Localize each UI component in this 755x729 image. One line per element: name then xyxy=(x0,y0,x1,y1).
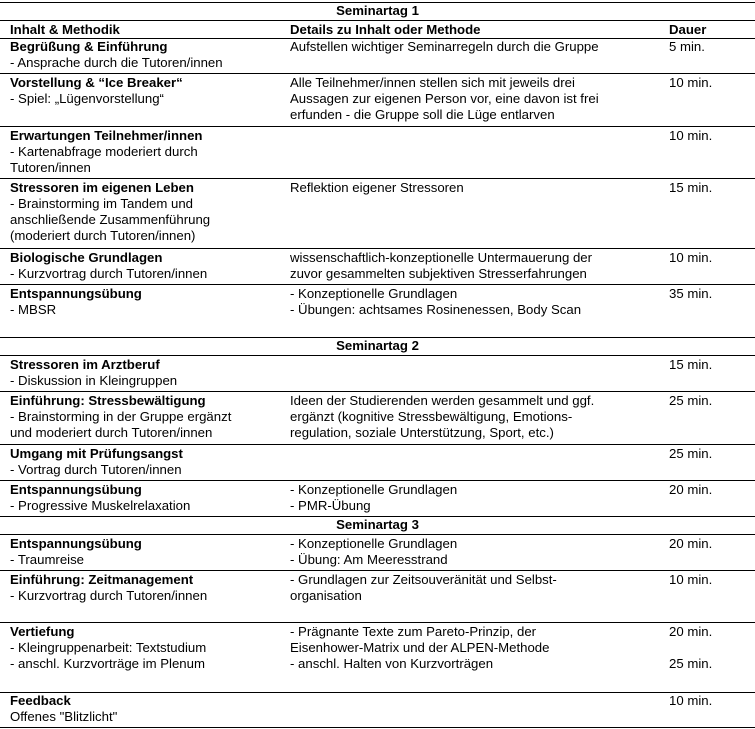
duration-cell xyxy=(669,357,749,373)
details-line: - Grundlagen zur Zeitsouveränität und Selbst- xyxy=(290,572,557,587)
details-line: erfunden - die Gruppe soll die Lüge entlarven xyxy=(290,107,555,122)
details-line: zuvor gesammelten subjektiven Stresserfahrungen xyxy=(290,266,587,281)
method-cell xyxy=(10,357,280,389)
row-subtitle: - Diskussion in Kleingruppen xyxy=(10,373,178,388)
duration-value: 25 min. xyxy=(669,393,713,408)
divider xyxy=(0,73,755,74)
column-header-duration: Dauer xyxy=(669,22,707,37)
row-subtitle: - Progressive Muskelrelaxation xyxy=(10,498,191,513)
divider xyxy=(0,355,755,356)
method-cell xyxy=(10,286,280,318)
row-subtitle: - Ansprache durch die Tutoren/innen xyxy=(10,55,223,70)
divider xyxy=(0,248,755,249)
day-header: Seminartag 3 xyxy=(336,517,419,532)
divider xyxy=(0,622,755,623)
divider xyxy=(0,391,755,392)
method-cell xyxy=(10,39,280,71)
divider xyxy=(0,126,755,127)
details-cell xyxy=(290,39,655,55)
details-line: - Übungen: achtsames Rosinenessen, Body Scan xyxy=(290,302,582,317)
duration-value: 10 min. xyxy=(669,128,713,143)
details-line: - Konzeptionelle Grundlagen xyxy=(290,482,458,497)
duration-value: 10 min. xyxy=(669,250,713,265)
details-line: ergänzt (kognitive Stressbewältigung, Emotions- xyxy=(290,409,573,424)
duration-cell xyxy=(669,128,749,144)
details-cell xyxy=(290,180,655,196)
details-cell xyxy=(290,393,655,441)
row-subtitle: - MBSR xyxy=(10,302,57,317)
duration-cell xyxy=(669,624,749,672)
row-subtitle: - Brainstorming in der Gruppe ergänzt xyxy=(10,409,232,424)
row-title: Einführung: Zeitmanagement xyxy=(10,572,194,587)
method-cell xyxy=(10,180,280,244)
row-subtitle: - Kartenabfrage moderiert durch xyxy=(10,144,198,159)
method-cell xyxy=(10,572,280,604)
method-cell xyxy=(10,75,280,107)
details-cell xyxy=(290,536,655,568)
row-subtitle: - Kleingruppenarbeit: Textstudium xyxy=(10,640,207,655)
method-cell xyxy=(10,393,280,441)
details-line: - PMR-Übung xyxy=(290,498,371,513)
method-cell xyxy=(10,536,280,568)
row-title: Vorstellung & “Ice Breaker“ xyxy=(10,75,183,90)
details-cell xyxy=(290,482,655,514)
details-cell xyxy=(290,75,655,123)
duration-cell xyxy=(669,250,749,266)
method-cell xyxy=(10,128,280,176)
divider xyxy=(0,178,755,179)
table-bottom-border xyxy=(0,727,755,728)
row-subtitle: - Brainstorming im Tandem und xyxy=(10,196,193,211)
details-line: Aufstellen wichtiger Seminarregeln durch die Gruppe xyxy=(290,39,599,54)
row-title: Feedback xyxy=(10,693,71,708)
details-line: Aussagen zur eigenen Person vor, eine davon ist frei xyxy=(290,91,599,106)
details-line: - anschl. Halten von Kurzvorträgen xyxy=(290,656,494,671)
duration-value: 35 min. xyxy=(669,286,713,301)
divider xyxy=(0,444,755,445)
method-cell xyxy=(10,250,280,282)
row-title: Begrüßung & Einführung xyxy=(10,39,168,54)
day-header: Seminartag 2 xyxy=(336,338,419,353)
divider xyxy=(0,480,755,481)
details-cell xyxy=(290,250,655,282)
row-subtitle: - Kurzvortrag durch Tutoren/innen xyxy=(10,588,208,603)
method-cell xyxy=(10,482,280,514)
row-subtitle: (moderiert durch Tutoren/innen) xyxy=(10,228,196,243)
row-title: Stressoren im Arztberuf xyxy=(10,357,160,372)
row-title: Entspannungsübung xyxy=(10,536,142,551)
method-cell xyxy=(10,693,280,725)
details-cell xyxy=(290,572,655,604)
duration-value: 15 min. xyxy=(669,357,713,372)
details-line: wissenschaftlich-konzeptionelle Untermauerung der xyxy=(290,250,593,265)
row-title: Stressoren im eigenen Leben xyxy=(10,180,194,195)
row-title: Vertiefung xyxy=(10,624,75,639)
details-cell xyxy=(290,286,655,318)
duration-value: 15 min. xyxy=(669,180,713,195)
row-title: Umgang mit Prüfungsangst xyxy=(10,446,183,461)
details-line: regulation, soziale Unterstützung, Sport, etc.) xyxy=(290,425,554,440)
row-title: Einführung: Stressbewältigung xyxy=(10,393,206,408)
divider xyxy=(0,20,755,21)
row-title: Entspannungsübung xyxy=(10,286,142,301)
method-cell xyxy=(10,624,280,672)
row-subtitle: - anschl. Kurzvorträge im Plenum xyxy=(10,656,205,671)
duration-cell xyxy=(669,482,749,498)
duration-value: 10 min. xyxy=(669,75,713,90)
details-line: - Prägnante Texte zum Pareto-Prinzip, der xyxy=(290,624,537,639)
details-cell xyxy=(290,624,655,672)
day-header: Seminartag 1 xyxy=(336,3,419,18)
duration-value: 5 min. xyxy=(669,39,705,54)
duration-value: 20 min. xyxy=(669,624,713,639)
details-line: - Konzeptionelle Grundlagen xyxy=(290,286,458,301)
row-subtitle: - Spiel: „Lügenvorstellung“ xyxy=(10,91,164,106)
details-line: Ideen der Studierenden werden gesammelt und ggf. xyxy=(290,393,595,408)
details-line: - Konzeptionelle Grundlagen xyxy=(290,536,458,551)
row-subtitle: anschließende Zusammenführung xyxy=(10,212,211,227)
row-subtitle: - Traumreise xyxy=(10,552,85,567)
details-line: Reflektion eigener Stressoren xyxy=(290,180,464,195)
duration-cell xyxy=(669,286,749,302)
row-subtitle: - Vortrag durch Tutoren/innen xyxy=(10,462,182,477)
details-line: Alle Teilnehmer/innen stellen sich mit jeweils drei xyxy=(290,75,575,90)
duration-cell xyxy=(669,693,749,709)
method-cell xyxy=(10,446,280,478)
duration-value: 25 min. xyxy=(669,446,713,461)
duration-spacer xyxy=(669,640,749,656)
details-line: Eisenhower-Matrix und der ALPEN-Methode xyxy=(290,640,550,655)
column-header-details: Details zu Inhalt oder Methode xyxy=(290,22,481,37)
duration-value: 20 min. xyxy=(669,536,713,551)
details-line: - Übung: Am Meeresstrand xyxy=(290,552,448,567)
duration-cell xyxy=(669,393,749,409)
row-subtitle: - Kurzvortrag durch Tutoren/innen xyxy=(10,266,208,281)
divider xyxy=(0,284,755,285)
row-title: Entspannungsübung xyxy=(10,482,142,497)
column-header-method: Inhalt & Methodik xyxy=(10,22,120,37)
duration-cell xyxy=(669,536,749,552)
row-subtitle: Tutoren/innen xyxy=(10,160,91,175)
row-subtitle: und moderiert durch Tutoren/innen xyxy=(10,425,213,440)
duration-value: 10 min. xyxy=(669,693,713,708)
duration-cell xyxy=(669,446,749,462)
duration-value: 25 min. xyxy=(669,656,713,671)
duration-cell xyxy=(669,75,749,91)
row-title: Erwartungen Teilnehmer/innen xyxy=(10,128,203,143)
row-subtitle: Offenes "Blitzlicht" xyxy=(10,709,118,724)
duration-cell xyxy=(669,572,749,588)
duration-value: 10 min. xyxy=(669,572,713,587)
duration-value: 20 min. xyxy=(669,482,713,497)
details-line: organisation xyxy=(290,588,362,603)
divider xyxy=(0,534,755,535)
duration-cell xyxy=(669,39,749,55)
duration-cell xyxy=(669,180,749,196)
row-title: Biologische Grundlagen xyxy=(10,250,163,265)
divider xyxy=(0,570,755,571)
